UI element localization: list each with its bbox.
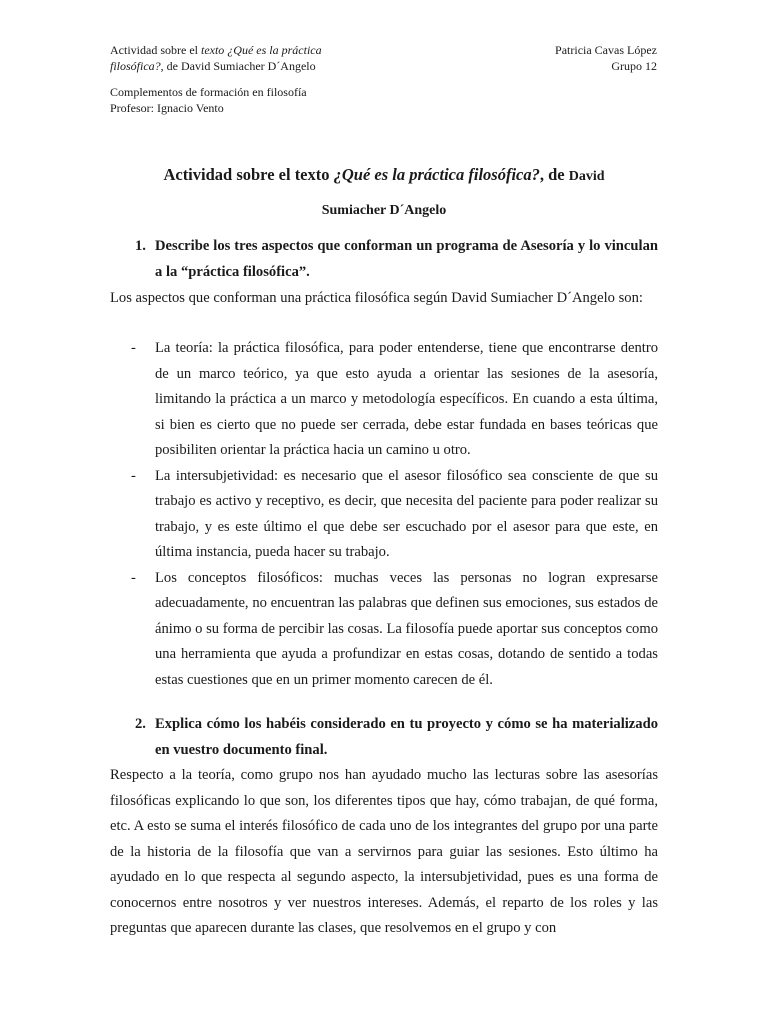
list-item-theory (110, 336, 658, 464)
answer-1-intro: Los aspectos que conforman una práctica filosófica según David Sumiacher D´Angelo son: (110, 290, 643, 306)
course-info (110, 85, 307, 116)
course-professor: Profesor: Ignacio Vento (110, 100, 224, 115)
header-left-line-2: filosófica?, de David Sumiacher D´Angelo (110, 58, 316, 73)
header-group: Grupo 12 (611, 58, 657, 73)
title-line-1: Actividad sobre el texto ¿Qué es la práctica filosófica?, de David (163, 165, 605, 184)
question-1-number: 1. (135, 238, 146, 254)
aspects-list (110, 336, 658, 693)
header-author-block (555, 43, 657, 74)
title-line-2: Sumiacher D´Angelo (321, 203, 447, 218)
answer-2-text: Respecto a la teoría, como grupo nos han ayudado mucho las lecturas sobre las asesorías filosóficas explicando lo que son, los diferentes tipos que hay, cómo trabajan, de qué forma, etc. A esto se suma el interés filosófico de cada uno de los integrantes del grupo por una parte de la historia de la filosofía que van a servirnos para guiar las sesiones. Esto último ha ayudado en lo que respecta al segundo aspecto, la intersubjetividad, pues es una forma de conocernos entre nosotros y ver nuestros intereses. Además, el reparto de los roles y las preguntas que aparecen durante las clases, que resolvemos en el grupo y con (110, 767, 658, 936)
list-dash: - (131, 467, 136, 484)
question-2-text: Explica cómo los habéis considerado en tu proyecto y cómo se ha materializado en vuestro documento final. (155, 716, 658, 758)
question-2-number: 2. (135, 716, 146, 732)
list-dash: - (131, 340, 136, 356)
question-2 (110, 712, 658, 763)
document-title (110, 158, 658, 228)
list-item-concepts (110, 566, 658, 694)
header-author-name: Patricia Cavas López (555, 43, 657, 57)
list-item-intersubjectivity (110, 464, 658, 566)
question-1 (110, 234, 658, 285)
course-name: Complementos de formación en filosofía (110, 85, 307, 99)
list-dash: - (131, 569, 136, 586)
header-document-reference (110, 43, 430, 74)
list-item-text: Los conceptos filosóficos: muchas veces las personas no logran expresarse adecuadamente, no encuentran las palabras que definen sus emociones, sus estados de ánimo o su forma de percibir las cosas. La filosofía puede aportar sus conceptos como una herramienta que ayuda a profundizar en estas cosas, dotando de sentido a todas estas cuestiones que en un primer momento carecen de él. (155, 569, 658, 688)
list-item-text: La intersubjetividad: es necesario que el asesor filosófico sea consciente de que su trabajo es activo y receptivo, es decir, que necesita del paciente para poder realizar su trabajo, y es este último el que debe ser escuchado por el asesor para que este, en última instancia, pueda hacer su trabajo. (155, 467, 658, 560)
header-left-line-1: Actividad sobre el texto ¿Qué es la práctica (110, 43, 322, 57)
list-item-text: La teoría: la práctica filosófica, para poder entenderse, tiene que encontrarse dentro de un marco teórico, ya que esto ayuda a orientar las sesiones de la asesoría, limitando la práctica a un marco y metodología específicos. En cuando a esta última, si bien es cierto que no puede ser cerrada, debe estar fundada en bases teóricas que posibiliten orientar la práctica hacia un camino u otro. (155, 340, 658, 458)
question-1-text: Describe los tres aspectos que conforman un programa de Asesoría y lo vinculan a la “práctica filosófica”. (155, 238, 658, 280)
